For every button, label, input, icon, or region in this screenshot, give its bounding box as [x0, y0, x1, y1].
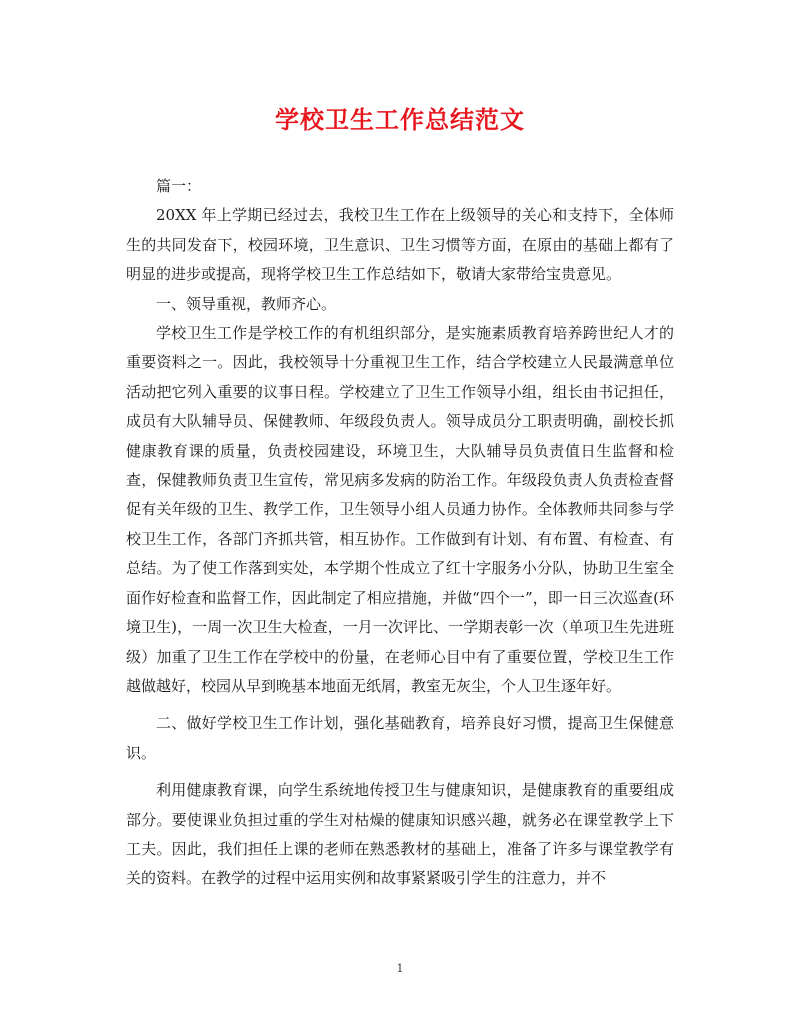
- body-paragraph: 学校卫生工作是学校工作的有机组织部分，是实施素质教育培养跨世纪人才的重要资料之一。因此，我校领导十分重视卫生工作，结合学校建立人民最满意单位活动把它列入重要的议事日程。学校建立了卫生工作领导小组，组长由书记担任，成员有大队辅导员、保健教师、年级段负责人。领导成员分工职责明确，副校长抓健康教育课的质量，负责校园建设，环境卫生，大队辅导员负责值日生监督和检查，保健教师负责卫生宣传，常见病多发病的防治工作。年级段负责人负责检查督促有关年级的卫生、教学工作，卫生领导小组人员通力协作。全体教师共同参与学校卫生工作，各部门齐抓共管，相互协作。工作做到有计划、有布置、有检查、有总结。为了使工作落到实处，本学期个性成立了红十字服务小分队，协助卫生室全面作好检查和监督工作，因此制定了相应措施，并做“四个一”，即一日三次巡查(环境卫生)，一周一次卫生大检查，一月一次评比、一学期表彰一次（单项卫生先进班级）加重了卫生工作在学校中的份量，在老师心目中有了重要位置，学校卫生工作越做越好，校园从早到晚基本地面无纸屑，教室无灰尘，个人卫生逐年好。: [126, 324, 674, 695]
- section-label: 篇一：: [156, 177, 202, 195]
- section-heading: 一、领导重视，教师齐心。: [156, 294, 337, 313]
- page-number: 1: [396, 962, 404, 975]
- body-paragraph: 利用健康教育课，向学生系统地传授卫生与健康知识，是健康教育的重要组成部分。要使课业负担过重的学生对枯燥的健康知识感兴趣，就务必在课堂教学上下工夫。因此，我们担任上课的老师在熟悉教材的基础上，准备了许多与课堂教学有关的资料。在教学的过程中运用实例和故事紧紧吸引学生的注意力，并不: [126, 781, 674, 888]
- section-heading: 二、做好学校卫生工作计划，强化基础教育，培养良好习惯，提高卫生保健意识。: [126, 714, 674, 762]
- document-title: 学校卫生工作总结范文: [275, 105, 525, 134]
- body-paragraph: 20XX 年上学期已经过去，我校卫生工作在上级领导的关心和支持下，全体师生的共同发奋下，校园环境，卫生意识、卫生习惯等方面，在原由的基础上都有了明显的进步或提高，现将学校卫生工作总结如下，敬请大家带给宝贵意见。: [126, 206, 674, 284]
- document-body: [126, 172, 674, 894]
